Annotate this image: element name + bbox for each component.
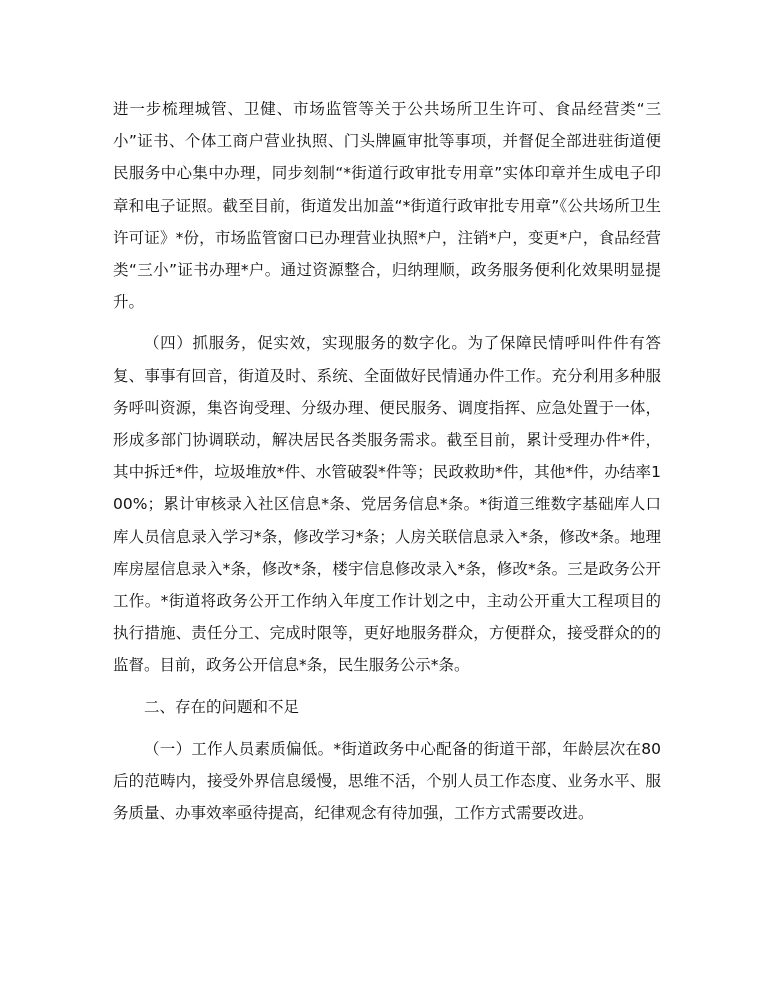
- paragraph-digital-services: （四）抓服务，促实效，实现服务的数字化。为了保障民情呼叫件件有答复、事事有回音，街道及时、系统、全面做好民情通办件工作。充分利用多种服务呼叫资源，集咨询受理、分级办理、便民服务、调度指挥、应急处置于一体，形成多部门协调联动，解决居民各类服务需求。截至目前，累计受理办件*件，其中拆迁*件，垃圾堆放*件、水管破裂*件等；民政救助*件，其他*件，办结率100%；累计审核录入社区信息*条、党居务信息*条。*街道三维数字基础库人口库人员信息录入学习*条，修改学习*条；人房关联信息录入*条，修改*条。地理库房屋信息录入*条，修改*条，楼宇信息修改录入*条，修改*条。三是政务公开工作。*街道将政务公开工作纳入年度工作计划之中，主动公开重大工程项目的执行措施、责任分工、完成时限等，更好地服务群众，方便群众，接受群众的的监督。目前，政务公开信息*条，民生服务公示*条。: [113, 334, 661, 675]
- paragraph-approval-services: 进一步梳理城管、卫健、市场监管等关于公共场所卫生许可、食品经营类“三小”证书、个体工商户营业执照、门头牌匾审批等事项，并督促全部进驻街道便民服务中心集中办理，同步刻制“*街道行政审批专用章”实体印章并生成电子印章和电子证照。截至目前，街道发出加盖“*街道行政审批专用章”《公共场所卫生许可证》*份，市场监管窗口已办理营业执照*户，注销*户，变更*户，食品经营类“三小”证书办理*户。通过资源整合，归纳理顺，政务服务便利化效果明显提升。: [113, 100, 661, 312]
- document-body: [113, 93, 661, 829]
- paragraph-staff-quality: （一）工作人员素质偏低。*街道政务中心配备的街道干部，年龄层次在80后的范畴内，接受外界信息缓慢，思维不活，个别人员工作态度、业务水平、服务质量、办事效率亟待提高，纪律观念有待加强，工作方式需要改进。: [113, 739, 661, 823]
- section-heading-problems: 二、存在的问题和不足: [144, 697, 300, 716]
